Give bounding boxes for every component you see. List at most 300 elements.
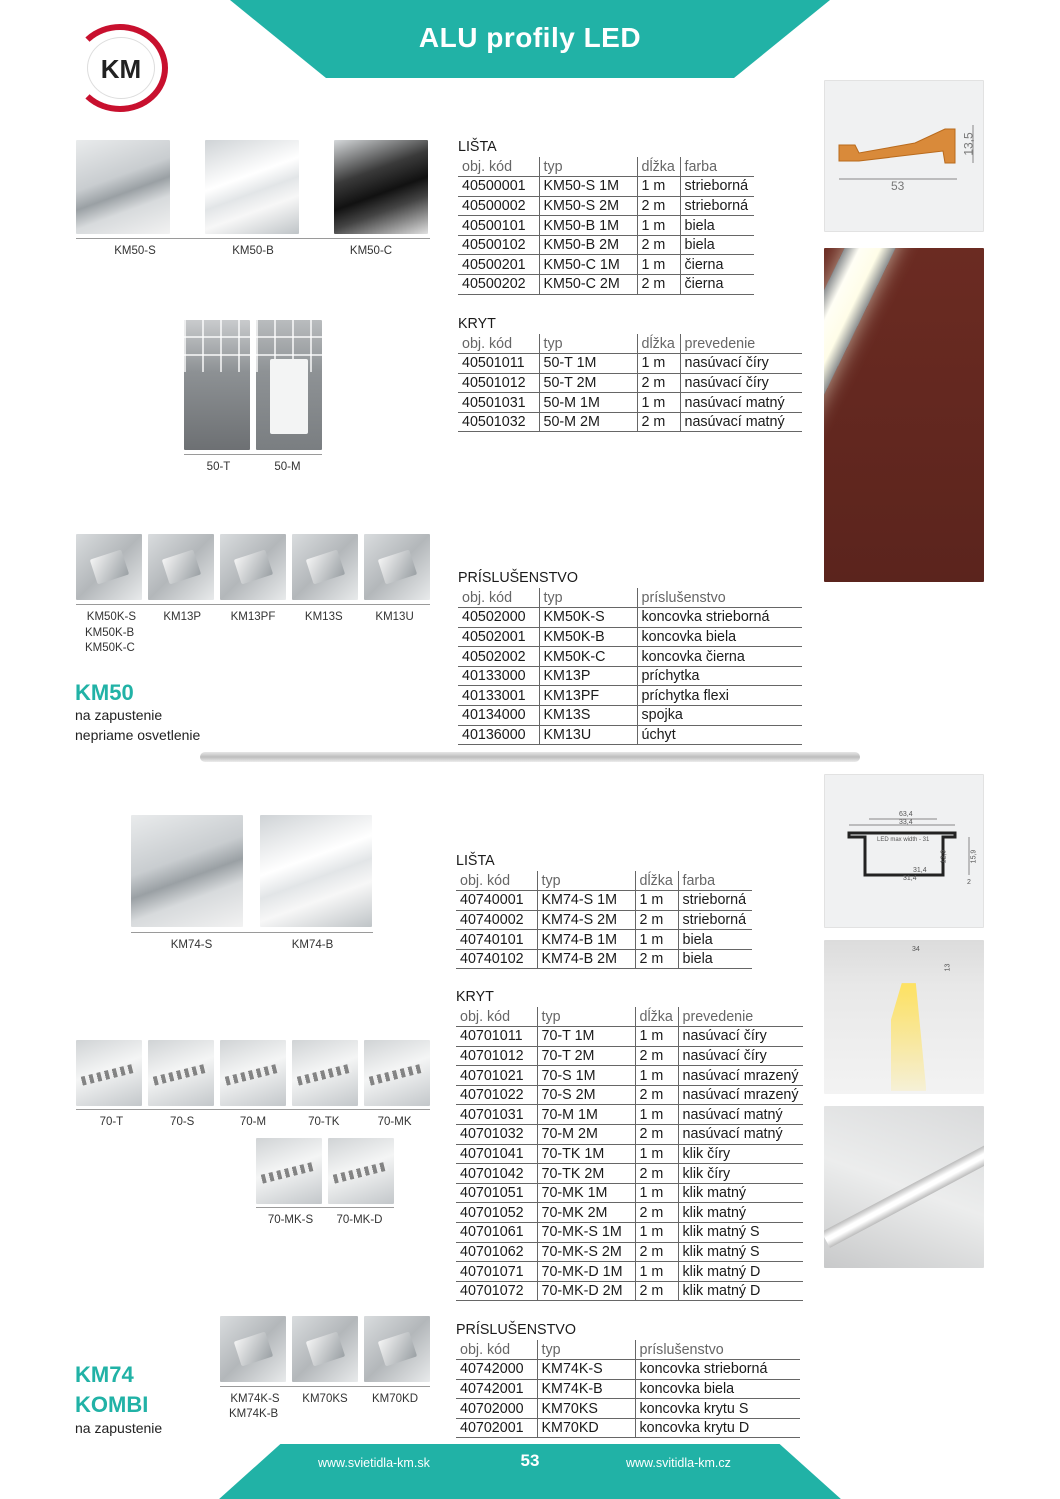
dim-label: 33,4 (899, 819, 913, 826)
caption: KM13S (304, 611, 343, 623)
km74-kryt-block (456, 988, 803, 1301)
cell: KM50-C 1M (539, 255, 637, 275)
cell: 2 m (635, 949, 678, 969)
cell: nasúvací číry (680, 373, 802, 393)
header-cell: typ (539, 157, 637, 177)
cell: nasúvací matný (680, 393, 802, 413)
header-cell: typ (537, 1340, 635, 1360)
km74-profile-captions (131, 932, 373, 951)
cell: koncovka strieborná (637, 608, 802, 628)
km74-ceiling-photo (824, 1106, 984, 1268)
cell: 1 m (635, 891, 678, 911)
profile-drawing-icon (825, 81, 984, 232)
table-row (456, 910, 752, 930)
acc-km13u-image (364, 534, 430, 600)
km50-profile-captions (76, 238, 430, 257)
cell: 40502002 (462, 648, 526, 665)
table-row (458, 706, 802, 726)
km74-light-beam-drawing (824, 940, 984, 1094)
cell: nasúvací číry (678, 1027, 803, 1047)
cell: KM50-B 1M (539, 216, 637, 236)
cell: 70-TK 2M (537, 1164, 635, 1184)
cell: príchytka (637, 666, 802, 686)
table-row (458, 196, 754, 216)
cell: 40701012 (460, 1047, 524, 1064)
acc-km70kd-image (364, 1316, 430, 1382)
km74-acc-captions (220, 1386, 430, 1405)
footer-site-sk-link[interactable]: www.svietidla-km.sk (318, 1456, 430, 1470)
cell: 70-MK-S 2M (537, 1242, 635, 1262)
cell: 70-TK 1M (537, 1144, 635, 1164)
dim-label: 31,4 (913, 867, 927, 874)
caption: KM13P (163, 611, 202, 623)
caption: KM74-S (170, 939, 213, 951)
caption: KM50K-S (86, 611, 136, 623)
cell: nasúvací matný (678, 1125, 803, 1145)
cell: 50-T 1M (539, 354, 637, 374)
dim-label: 13 (944, 963, 952, 972)
cell: 40133000 (462, 668, 526, 685)
table-header-row (456, 871, 752, 891)
cover-70-s-image (148, 1040, 214, 1106)
km50-lista-table (458, 157, 754, 295)
cell: KM74-B 2M (537, 949, 635, 969)
cell: 2 m (637, 373, 680, 393)
cell: klik matný D (678, 1281, 803, 1301)
header-cell: obj. kód (460, 1008, 511, 1025)
table-row (456, 1027, 803, 1047)
cover-70-tk-image (292, 1040, 358, 1106)
km74-prislusenstvo-table (456, 1340, 800, 1438)
dim-label: 2 (967, 879, 971, 886)
table-row (458, 608, 802, 628)
cell: 40500201 (462, 256, 526, 273)
cell: KM50K-S (539, 608, 637, 628)
table-row (456, 1262, 803, 1282)
km74-acc-extra: KM74K-B (229, 1408, 279, 1420)
cell: strieborná (680, 177, 754, 197)
table-row (456, 949, 752, 969)
table-header-row (456, 1340, 800, 1360)
header-cell: prevedenie (678, 1007, 803, 1027)
subtitle-line: na zapustenie (75, 707, 163, 723)
cell: klik číry (678, 1164, 803, 1184)
cell: KM50-C 2M (539, 275, 637, 295)
cell: KM74K-B (537, 1379, 635, 1399)
caption: KM74K-S (230, 1393, 280, 1405)
header-cell: dĺžka (635, 1007, 678, 1027)
km50-c-image (334, 140, 428, 234)
km50-b-image (205, 140, 299, 234)
cell: 40501032 (462, 414, 526, 431)
cell: nasúvací mrazený (678, 1066, 803, 1086)
cell: 2 m (637, 275, 680, 295)
logo-text: KM (100, 54, 142, 84)
cell: úchyt (637, 725, 802, 745)
cell: 1 m (637, 354, 680, 374)
cell: KM50K-B (539, 627, 637, 647)
caption: 50-M (274, 461, 301, 473)
cell: strieborná (678, 891, 752, 911)
header-cell: typ (537, 871, 635, 891)
cell: koncovka strieborná (635, 1360, 800, 1380)
table-title: KRYT (456, 989, 494, 1005)
table-row (456, 1105, 803, 1125)
cell: 40701021 (460, 1067, 524, 1084)
km50-kryt-table (458, 334, 802, 432)
table-row (458, 412, 802, 432)
table-row (458, 627, 802, 647)
cell: 70-MK 1M (537, 1183, 635, 1203)
table-row (456, 1085, 803, 1105)
table-row (456, 1066, 803, 1086)
header-cell: dĺžka (637, 157, 680, 177)
cell: 40500002 (462, 197, 526, 214)
cell: 2 m (635, 1046, 678, 1066)
table-title: PRÍSLUŠENSTVO (458, 570, 578, 586)
header-cell: dĺžka (637, 334, 680, 354)
cell: biela (680, 216, 754, 236)
header-cell: prevedenie (680, 334, 802, 354)
cell: 1 m (637, 393, 680, 413)
cell: 70-MK-D 1M (537, 1262, 635, 1282)
cell: nasúvací matný (680, 412, 802, 432)
cell: klik matný S (678, 1242, 803, 1262)
cell: nasúvací číry (678, 1046, 803, 1066)
cell: 40701071 (460, 1263, 524, 1280)
km50-profile-drawing (824, 80, 984, 232)
table-row (458, 235, 754, 255)
km50-installation-photo (824, 248, 984, 582)
header-cell: dĺžka (635, 871, 678, 891)
cell: 40134000 (462, 707, 526, 724)
caption: 70-S (170, 1116, 195, 1128)
cell: 2 m (635, 1125, 678, 1145)
cell: 70-MK-S 1M (537, 1223, 635, 1243)
caption: KM70KS (302, 1393, 348, 1405)
cell: 1 m (635, 1223, 678, 1243)
km74-cover2-captions (256, 1207, 394, 1226)
table-row (456, 891, 752, 911)
dim-label: 15,9 (970, 849, 978, 864)
section-divider (200, 752, 860, 762)
cell: čierna (680, 275, 754, 295)
table-row (456, 1125, 803, 1145)
acc-km70ks-image (292, 1316, 358, 1382)
cell: 2 m (635, 1164, 678, 1184)
km74-title: KM74 (75, 1362, 134, 1387)
header-cell: typ (539, 334, 637, 354)
cell: 2 m (637, 412, 680, 432)
cell: 1 m (637, 216, 680, 236)
caption: KM50K-B (85, 627, 135, 639)
cell: 40701052 (460, 1204, 524, 1221)
km50-prislusenstvo-table (458, 588, 802, 745)
cell: 40740001 (460, 892, 524, 909)
cell: 40136000 (462, 726, 526, 743)
cell: 40701042 (460, 1165, 524, 1182)
acc-km13pf-image (220, 534, 286, 600)
caption: KM13PF (230, 611, 276, 623)
km74-lista-table (456, 871, 752, 969)
km-logo (72, 24, 168, 112)
cell: 40740102 (460, 951, 524, 968)
cover-70-mk-s-image (256, 1138, 322, 1204)
dim-label: 34 (912, 946, 920, 953)
drawing-height-label: 13,5 (961, 132, 976, 156)
cell: koncovka krytu S (635, 1399, 800, 1419)
cover-50-t-image (184, 320, 250, 450)
table-header-row (458, 157, 754, 177)
header-cell: typ (537, 1007, 635, 1027)
cell: 40701061 (460, 1224, 524, 1241)
km74-subtitle: na zapustenie (75, 1420, 163, 1436)
header-cell: farba (678, 871, 752, 891)
cell: 40133001 (462, 687, 526, 704)
table-header-row (458, 588, 802, 608)
dim-label: 12,9 (940, 849, 948, 864)
cell: KM74-S 2M (537, 910, 635, 930)
table-row (456, 1281, 803, 1301)
cell: 40740101 (460, 931, 524, 948)
cell: biela (680, 235, 754, 255)
cover-70-t-image (76, 1040, 142, 1106)
drawing-width-label: 53 (891, 179, 905, 193)
cell: 40740002 (460, 911, 524, 928)
acc-km13s-image (292, 534, 358, 600)
cell: 70-M 1M (537, 1105, 635, 1125)
cell: KM70KD (537, 1418, 635, 1438)
caption: 70-MK-D (336, 1214, 383, 1226)
header-cell: obj. kód (462, 589, 513, 606)
cell: 1 m (637, 255, 680, 275)
cell: 40701041 (460, 1145, 524, 1162)
km50-s-image (76, 140, 170, 234)
cell: klik matný D (678, 1262, 803, 1282)
page-number: 53 (520, 1451, 540, 1470)
km50-subtitle (75, 706, 200, 745)
acc-km74k-image (220, 1316, 286, 1382)
cover-70-mk-d-image (328, 1138, 394, 1204)
cell: 70-S 2M (537, 1085, 635, 1105)
table-title: KRYT (458, 316, 496, 332)
cell: 40742000 (460, 1361, 524, 1378)
km50-cover-captions (184, 454, 322, 473)
header-cell: príslušenstvo (635, 1340, 800, 1360)
km74-prislusenstvo-block (456, 1321, 800, 1438)
header-cell: obj. kód (462, 335, 513, 352)
cell: biela (678, 930, 752, 950)
dim-label: 31,4 (903, 875, 917, 882)
header-cell: obj. kód (460, 1341, 511, 1358)
cell: 40500101 (462, 217, 526, 234)
acc-km50k-image (76, 534, 142, 600)
cell: 70-MK 2M (537, 1203, 635, 1223)
cell: 2 m (635, 1203, 678, 1223)
cell: KM50-S 1M (539, 177, 637, 197)
cell: koncovka krytu D (635, 1418, 800, 1438)
cell: 40701032 (460, 1126, 524, 1143)
cell: 40501031 (462, 394, 526, 411)
acc-km13p-image (148, 534, 214, 600)
cell: koncovka biela (637, 627, 802, 647)
cell: 40701062 (460, 1243, 524, 1260)
cell: KM13P (539, 666, 637, 686)
table-header-row (456, 1007, 803, 1027)
cell: 50-M 1M (539, 393, 637, 413)
caption: 70-TK (308, 1116, 340, 1128)
km74-b-image (260, 815, 372, 927)
cell: strieborná (678, 910, 752, 930)
cell: 1 m (635, 1105, 678, 1125)
table-header-row (458, 334, 802, 354)
cell: KM50-S 2M (539, 196, 637, 216)
caption: 70-MK-S (267, 1214, 314, 1226)
table-row (456, 1144, 803, 1164)
cell: 40502001 (462, 628, 526, 645)
cell: 40702001 (460, 1420, 524, 1437)
cell: 40501011 (462, 355, 525, 372)
table-row (458, 275, 754, 295)
header-cell: príslušenstvo (637, 588, 802, 608)
cell: 1 m (635, 1066, 678, 1086)
cover-70-m-image (220, 1040, 286, 1106)
cell: 70-S 1M (537, 1066, 635, 1086)
cell: 1 m (635, 1183, 678, 1203)
cell: KM70KS (537, 1399, 635, 1419)
cell: 40701031 (460, 1106, 524, 1123)
cell: 40702000 (460, 1400, 524, 1417)
cell: 50-T 2M (539, 373, 637, 393)
table-row (458, 666, 802, 686)
km74-profile-drawing (824, 774, 984, 928)
table-row (456, 1399, 800, 1419)
table-row (458, 216, 754, 236)
cell: 1 m (635, 1027, 678, 1047)
cell: príchytka flexi (637, 686, 802, 706)
cell: koncovka čierna (637, 647, 802, 667)
table-title: PRÍSLUŠENSTVO (456, 1322, 576, 1338)
km50-kryt-block (458, 315, 802, 432)
table-title: LIŠTA (458, 139, 497, 155)
header-cell: obj. kód (460, 872, 511, 889)
cell: 2 m (637, 235, 680, 255)
km50-acc-captions (76, 604, 430, 623)
table-row (458, 725, 802, 745)
table-row (458, 354, 802, 374)
cell: 2 m (637, 196, 680, 216)
km74-s-image (131, 815, 243, 927)
cell: 40500202 (462, 276, 526, 293)
table-row (458, 255, 754, 275)
cell: 40500001 (462, 178, 526, 195)
cell: klik číry (678, 1144, 803, 1164)
table-row (458, 393, 802, 413)
cell: 2 m (635, 1085, 678, 1105)
cell: 70-MK-D 2M (537, 1281, 635, 1301)
cell: 2 m (635, 1242, 678, 1262)
table-row (456, 1183, 803, 1203)
cell: KM50-B 2M (539, 235, 637, 255)
table-row (456, 1164, 803, 1184)
caption: KM50-C (349, 245, 393, 257)
cell: 70-M 2M (537, 1125, 635, 1145)
cell: KM74-S 1M (537, 891, 635, 911)
cell: KM13PF (539, 686, 637, 706)
cell: klik matný S (678, 1223, 803, 1243)
cell: 50-M 2M (539, 412, 637, 432)
caption: KM50K-C (85, 642, 135, 654)
table-row (456, 1223, 803, 1243)
caption: 50-T (206, 461, 231, 473)
cell: 2 m (635, 1281, 678, 1301)
table-row (456, 1360, 800, 1380)
cell: 70-T 1M (537, 1027, 635, 1047)
caption: 70-M (239, 1116, 267, 1128)
cell: 1 m (635, 1144, 678, 1164)
km74-title-2: KOMBI (75, 1392, 149, 1417)
caption: KM50-B (232, 245, 274, 257)
table-row (456, 1046, 803, 1066)
table-row (456, 1203, 803, 1223)
cell: nasúvací mrazený (678, 1085, 803, 1105)
caption: 70-MK (377, 1116, 412, 1128)
cell: 40501012 (462, 374, 526, 391)
header-cell: farba (680, 157, 754, 177)
km50-acc-extra (85, 626, 135, 656)
cell: 2 m (635, 910, 678, 930)
cell: klik matný (678, 1203, 803, 1223)
table-title: LIŠTA (456, 853, 495, 869)
cell: 40701022 (460, 1087, 524, 1104)
header-cell: typ (539, 588, 637, 608)
cell: 70-T 2M (537, 1046, 635, 1066)
table-row (456, 1379, 800, 1399)
cell: 1 m (635, 1262, 678, 1282)
km50-prislusenstvo-block (458, 569, 802, 745)
cell: 40701011 (460, 1028, 523, 1045)
cell: 40502000 (462, 609, 526, 626)
profile-drawing-icon (825, 775, 984, 928)
table-row (456, 930, 752, 950)
footer-site-cz-link[interactable]: www.svitidla-km.cz (626, 1456, 731, 1470)
cell: 40701072 (460, 1283, 524, 1300)
cell: KM50K-C (539, 647, 637, 667)
table-row (456, 1418, 800, 1438)
cell: koncovka biela (635, 1379, 800, 1399)
cell: 40701051 (460, 1185, 524, 1202)
caption: KM70KD (371, 1393, 419, 1405)
km50-lista-block (458, 138, 754, 295)
cell: biela (678, 949, 752, 969)
caption: KM74-B (291, 939, 334, 951)
table-row (458, 177, 754, 197)
dim-label: 63,4 (899, 811, 913, 818)
table-row (458, 686, 802, 706)
caption: KM50-S (114, 245, 156, 257)
km74-cover-captions (76, 1109, 430, 1128)
caption: 70-T (99, 1116, 124, 1128)
km50-title: KM50 (75, 680, 134, 705)
cell: KM13U (539, 725, 637, 745)
km74-kryt-table (456, 1007, 803, 1301)
cell: 40742001 (460, 1380, 524, 1397)
cell: nasúvací číry (680, 354, 802, 374)
cell: čierna (680, 255, 754, 275)
subtitle-line: nepriame osvetlenie (75, 726, 201, 743)
table-row (456, 1242, 803, 1262)
cell: strieborná (680, 196, 754, 216)
